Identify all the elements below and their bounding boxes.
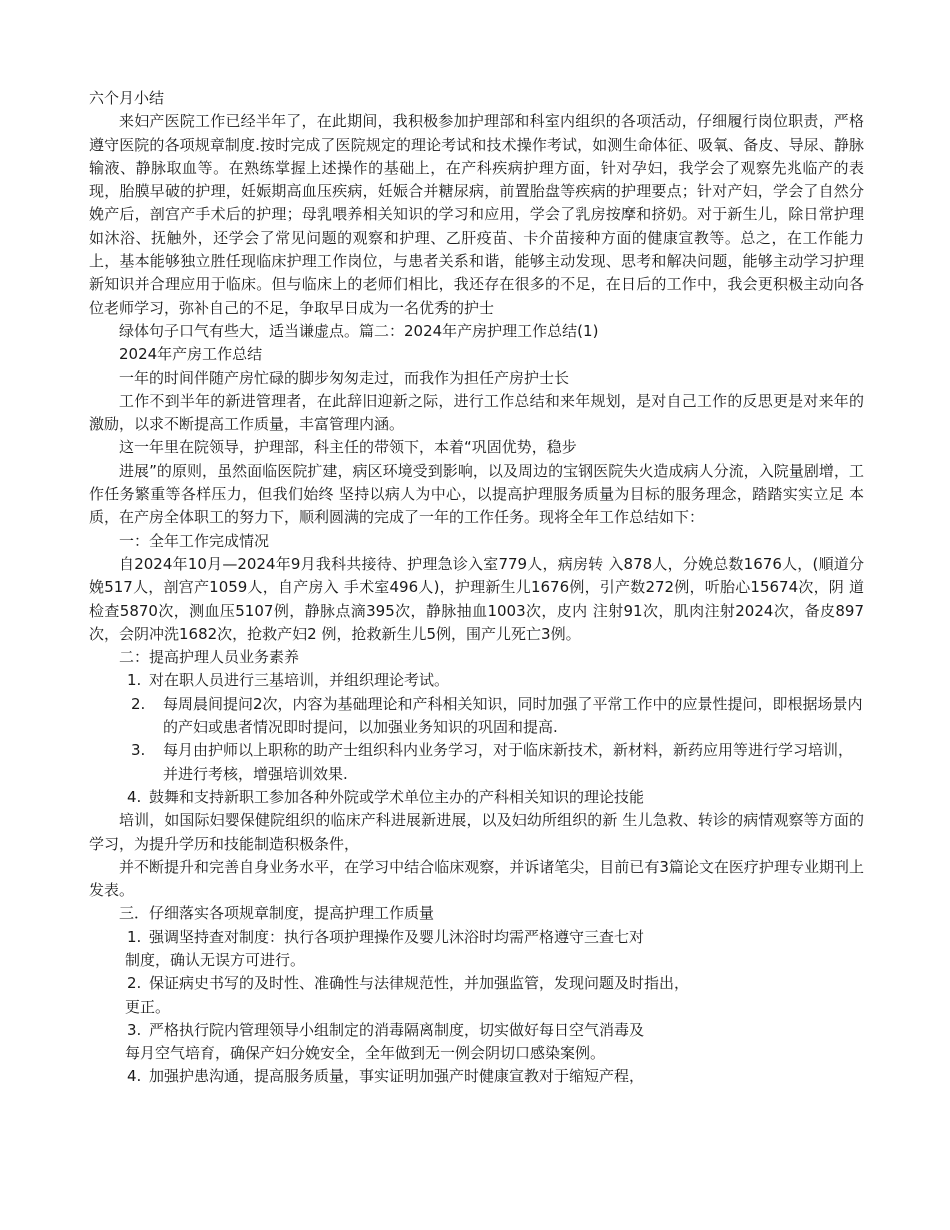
list-item (89, 669, 864, 692)
list-item (89, 926, 864, 949)
section-heading: 一：全年工作完成情况 (119, 531, 270, 550)
paragraph: 进展”的原则，虽然面临医院扩建，病区环境受到影响，以及周边的宝钢医院失火造成病人分流，入院量剧增，工作任务繁重等各样压力，但我们始终 坚持以病人为中心，以提高护理服务质量为目标的服务理念，踏踏实实立足 本质，在产房全体职工的努力下，顺利圆满的完成了一年的工作任务。现将全年工作总结如下： (89, 461, 864, 527)
paragraph-stats: 自2024年10月—2024年9月我科共接待、护理急诊入室779人，病房转 入878人，分娩总数1676人，(順道分娩517人，剖宫产1059人，自产房入 手术室496人)，护理新生儿1676例，引产数272例，听胎心15674次，阴 道检查5870次，测血压5107例，静脉点滴395次，静脉抽血1003次，皮内 注射91次，肌肉注射2024次，备皮897次，会阴冲洗1682次，抢救产妇2 例，抢救新生儿5例，围产儿死亡3例。 (89, 554, 864, 643)
list-number: 2. (127, 974, 142, 993)
section-heading-title: 2024年产房工作总结 (119, 345, 263, 364)
list-item (89, 693, 864, 740)
list-item (89, 972, 864, 995)
list-text: 强调坚持查对制度：执行各项护理操作及婴儿沐浴时均需严格遵守三查七对 (149, 927, 645, 946)
list-number: 1. (127, 927, 142, 946)
list-text: 加强护患沟通，提高服务质量，事实证明加强产时健康宣教对于缩短产程， (149, 1067, 645, 1086)
list-number: 2. (131, 694, 146, 713)
paragraph: 培训，如国际妇婴保健院组织的临床产科进展新进展，以及妇幼所组织的新 生儿急救、转诊的病情观察等方面的学习，为提升学历和技能制造积极条件， (89, 811, 864, 853)
list-item (89, 739, 864, 786)
paragraph: 一年的时间伴随产房忙碌的脚步匆匆走过，而我作为担任产房护士长 (119, 368, 570, 387)
paragraph-note: 绿体句子口气有些大，适当谦虚点。篇二：2024年产房护理工作总结(1) (119, 321, 599, 340)
paragraph: 这一年里在院领导，护理部，科主任的带领下，本着“巩固优势，稳步 (119, 438, 577, 457)
paragraph: 工作不到半年的新进管理者，在此辞旧迎新之际，进行工作总结和来年规划，是对自己工作的反思更是对来年的激励，以求不断提高工作质量，丰富管理内涵。 (89, 391, 864, 434)
paragraph-intro: 来妇产医院工作已经半年了，在此期间，我积极参加护理部和科室内组织的各项活动，仔细履行岗位职责，严格遵守医院的各项规章制度.按时完成了医院规定的理论考试和技术操作考试，如测生命体征、吸氧、备皮、导尿、静脉输液、静脉取血等。在熟练掌握上述操作的基础上，在产科疾病护理方面，针对孕妇，我学会了观察先兆临产的表现，胎膜早破的护理，妊娠期高血压疾病，妊娠合并糖尿病，前置胎盘等疾病的护理要点；针对产妇，学会了自然分娩产后，剖宫产手术后的护理；母乳喂养相关知识的学习和应用，学会了乳房按摩和挤奶。对于新生儿，除日常护理如沐浴、抚触外，还学会了常见问题的观察和护理、乙肝疫苗、卡介苗接种方面的健康宣教等。总之，在工作能力上，基本能够独立胜任现临床护理工作岗位，与患者关系和谐，能够主动发现、思考和解决问题，能够主动学习护理新知识并合理应用于临床。但与临床上的老师们相比，我还存在很多的不足，在日后的工作中，我会更积极主动向各位老师学习，弥补自己的不足，争取早日成为一名优秀的护士 (89, 112, 864, 317)
list-text: 每周晨间提问2次，内容为基础理论和产科相关知识，同时加强了平常工作中的应景性提问，即根据场景内的产妇或患者情况即时提问，以加强业务知识的巩固和提高. (163, 694, 863, 737)
list-continuation: 每月空气培育，确保产妇分娩安全，全年做到无一例会阴切口感染案例。 (125, 1044, 606, 1063)
list-item (89, 1019, 864, 1042)
list-continuation: 制度，确认无误方可进行。 (125, 950, 306, 969)
list-text: 每月由护师以上职称的助产士组织科内业务学习，对于临床新技术，新材料，新药应用等进行学习培训，并进行考核，增强培训效果. (163, 741, 854, 783)
list-number: 3. (131, 741, 146, 760)
list-number: 4. (127, 1067, 142, 1086)
list-number: 1. (127, 671, 142, 690)
list-text: 鼓舞和支持新职工参加各种外院或学术单位主办的产科相关知识的理论技能 (149, 787, 645, 806)
paragraph: 并不断提升和完善自身业务水平，在学习中结合临床观察，并诉诸笔尖，目前已有3篇论文在医疗护理专业期刊上发表。 (89, 857, 864, 900)
document-page (89, 87, 864, 1089)
list-item (89, 786, 864, 809)
list-text: 对在职人员进行三基培训，并组织理论考试。 (149, 671, 450, 690)
list-text: 保证病史书写的及时性、准确性与法律规范性，并加强监管，发现问题及时指出， (149, 974, 690, 993)
list-number: 3. (127, 1020, 142, 1039)
document-title: 六个月小结 (89, 89, 165, 107)
list-number: 4. (127, 787, 142, 806)
list-continuation: 更正。 (125, 997, 171, 1016)
list-text: 严格执行院内管理领导小组制定的消毒隔离制度，切实做好每日空气消毒及 (149, 1020, 645, 1039)
list-item (89, 1065, 864, 1088)
section-heading: 三．仔细落实各项规章制度，提高护理工作质量 (119, 904, 435, 923)
section-heading: 二：提高护理人员业务素养 (119, 648, 300, 667)
